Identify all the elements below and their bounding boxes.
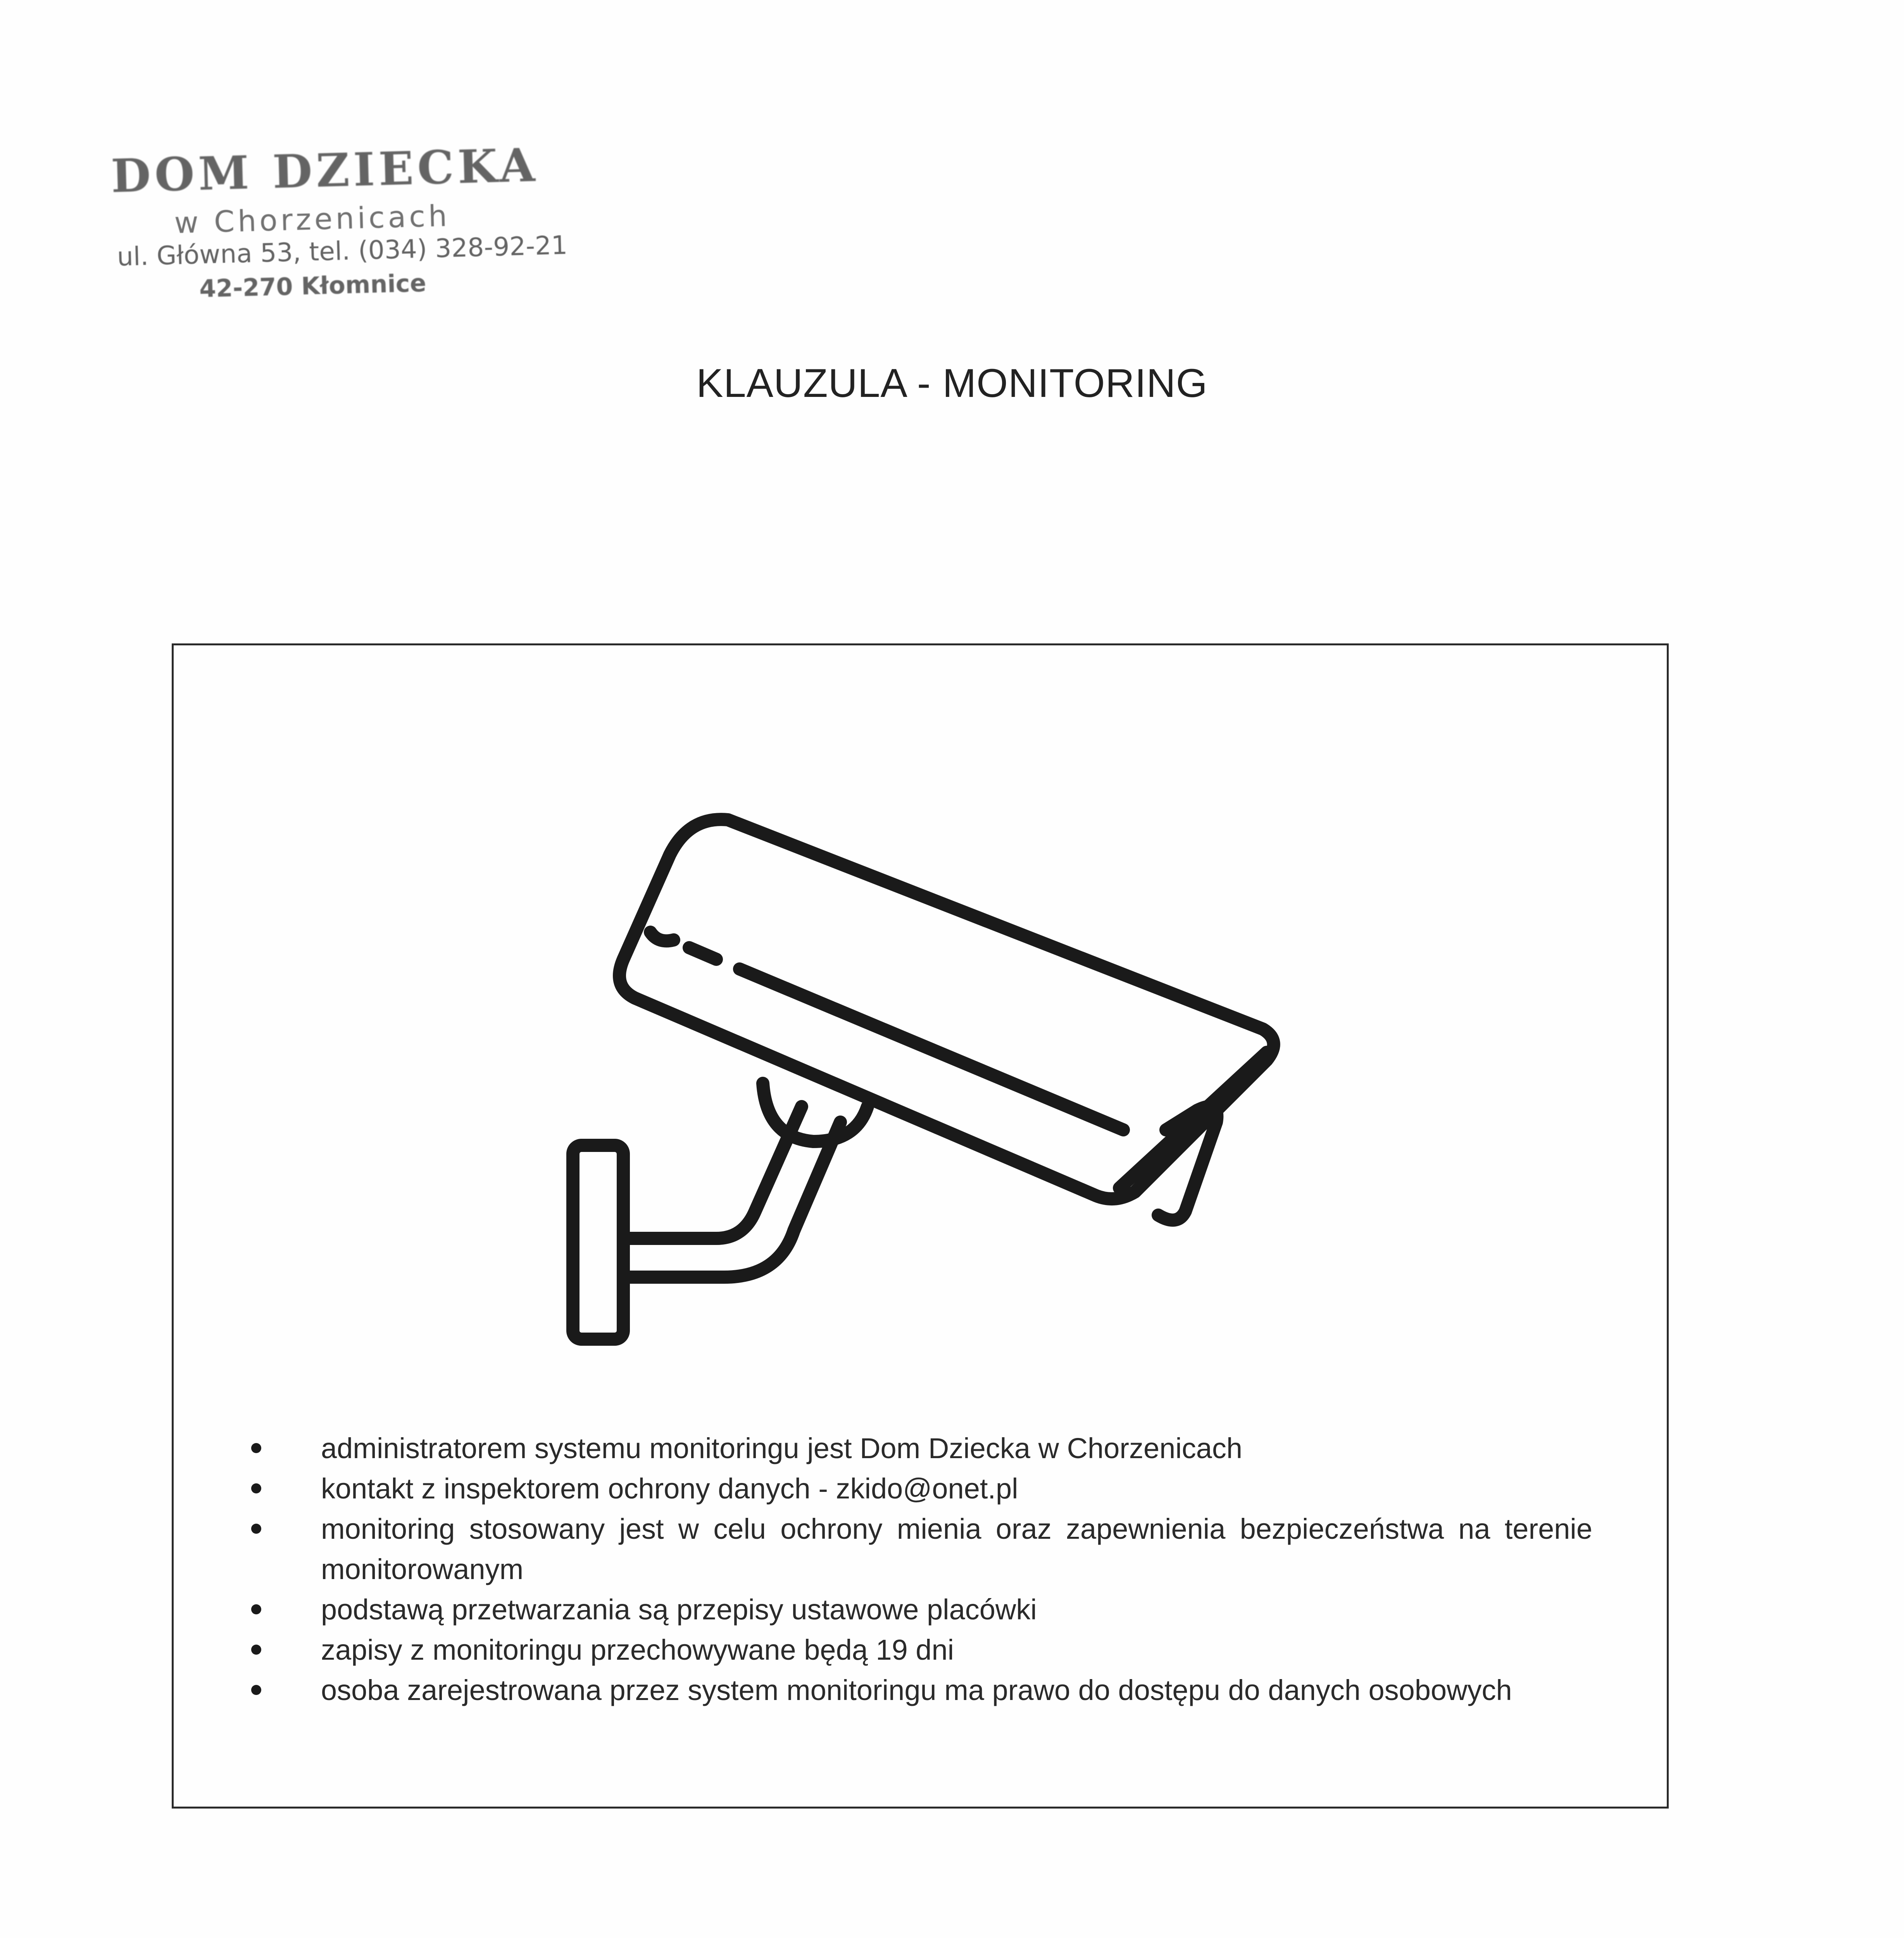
bullet-icon	[251, 1483, 261, 1493]
clause-text: podstawą przetwarzania są przepisy ustawowe placówki	[321, 1593, 1037, 1626]
bullet-icon	[251, 1604, 261, 1614]
signature-block	[1155, 1930, 1581, 1938]
clause-text: zapisy z monitoringu przechowywane będą 19 dni	[321, 1634, 954, 1666]
handwritten-signature-icon	[1361, 1930, 1500, 1938]
list-item	[251, 1509, 1592, 1590]
list-item	[251, 1630, 1592, 1670]
clause-text: kontakt z inspektorem ochrony danych - zkido@onet.pl	[321, 1472, 1018, 1505]
stamp-line-2: w Chorzenicach	[174, 198, 451, 240]
cctv-camera-icon	[561, 758, 1337, 1355]
bullet-icon	[251, 1443, 261, 1453]
institution-stamp	[103, 138, 568, 312]
clause-text: administratorem systemu monitoringu jest Dom Dziecka w Chorzenicach	[321, 1432, 1243, 1464]
list-item	[251, 1670, 1592, 1710]
list-item	[251, 1469, 1592, 1509]
list-item	[251, 1590, 1592, 1630]
stamp-line-4: 42-270 Kłomnice	[199, 269, 427, 303]
list-item	[251, 1428, 1592, 1469]
clause-list	[251, 1428, 1592, 1710]
bullet-icon	[251, 1524, 261, 1534]
clause-text: osoba zarejestrowana przez system monitoringu ma prawo do dostępu do danych osobowych	[321, 1674, 1512, 1706]
clause-frame	[172, 643, 1669, 1809]
document-title: KLAUZULA - MONITORING	[696, 361, 1208, 406]
stamp-line-1: DOM DZIECKA	[110, 138, 540, 203]
clause-text: monitoring stosowany jest w celu ochrony mienia oraz zapewnienia bezpieczeństwa na terenie monitorowanym	[321, 1513, 1592, 1585]
stamp-line-3: ul. Główna 53, tel. (034) 328-92-21	[116, 230, 568, 272]
bullet-icon	[251, 1645, 261, 1655]
bullet-icon	[251, 1685, 261, 1695]
